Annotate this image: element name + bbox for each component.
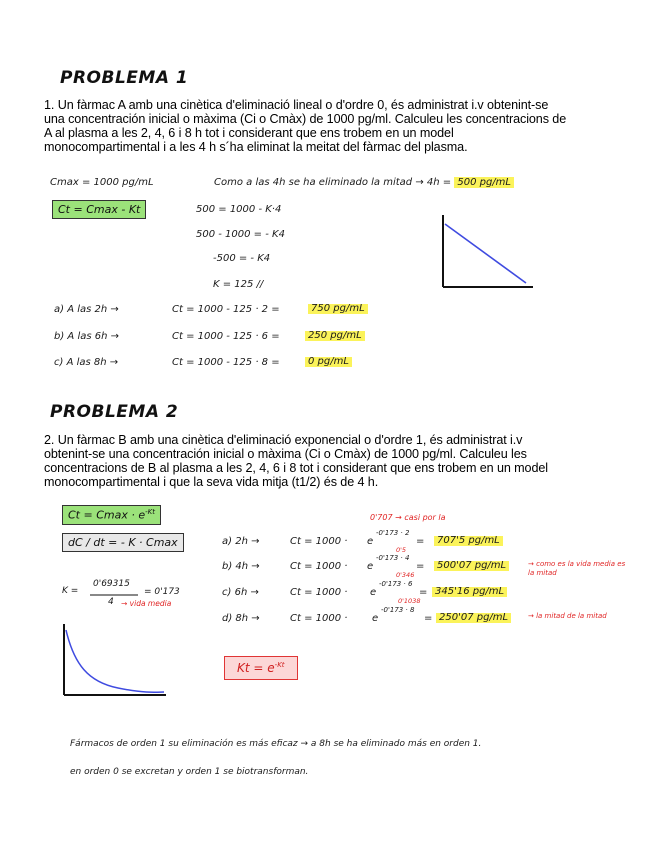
equals-sign: = [416,561,425,572]
exponential-decay-graph [58,620,170,702]
statement-line: 2. Un fàrmac B amb una cinètica d'eliminació exponencial o d'ordre 1, és administrat i.v [44,433,523,447]
k-numerator: 0'69315 [93,579,130,589]
p2-row-note: → la mitad de la mitad [528,612,607,620]
red-box-base: Kt = [237,661,264,675]
p1-row-result: 750 pg/mL [308,304,368,314]
zero-order-formula-box: Ct = Cmax - Kt [52,200,146,219]
p2-row-exponent: -0'173 · 2 [376,529,410,537]
p2-row-e: e [370,587,377,598]
p2-row-label: b) 4h → [222,561,260,572]
p2-row-expr: Ct = 1000 · [290,613,348,624]
p2-row-result: 707'5 pg/mL [434,536,503,546]
problem2-title: PROBLEMA 2 [50,402,179,422]
p1-row-expr: Ct = 1000 - 125 · 8 = [172,357,280,368]
p2-row-e: e [367,561,374,572]
p1-row-result: 250 pg/mL [305,331,365,341]
statement-line: una concentración inicial o màxima (Ci o Cmàx) de 1000 pg/ml. Calculeu les concentracions de [44,112,567,126]
p2-row-expr: Ct = 1000 · [290,587,348,598]
red-box-e: e [267,661,275,675]
box-formula-base: Ct = Cmax · e [68,508,146,522]
p1-row-label: b) A las 6h → [54,331,119,342]
k-value: = 0'173 [144,587,180,597]
p2-row-exponent: -0'173 · 8 [381,606,415,614]
statement-line: obtenint-se una concentración inicial o màxima (Ci o Cmàx) de 1000 pg/ml. Calculeu les [44,447,527,461]
fraction-bar [90,593,140,597]
derivation-step: 500 - 1000 = - K4 [196,229,285,240]
p1-row-result: 0 pg/mL [305,357,352,367]
statement-line: 1. Un fàrmac A amb una cinètica d'eliminació lineal o d'ordre 0, és administrat i.v obtenint-se [44,98,549,112]
p2-row-label: a) 2h → [222,536,260,547]
first-order-formula-box [62,505,161,525]
p2-row-result: 500'07 pg/mL [434,561,509,571]
p2-row-label: d) 8h → [222,613,260,624]
p1-row-label: c) A las 8h → [54,357,119,368]
half-life-note-value: 500 pg/mL [454,177,514,188]
p2-row-exponent: -0'173 · 4 [376,554,410,562]
problem1-title: PROBLEMA 1 [60,68,189,88]
box-formula-exponent: -Kt [145,508,155,516]
p2-row-result: 250'07 pg/mL [436,613,511,623]
k-result: K = 125 // [213,279,264,290]
p2-row-under: 0'1038 [398,597,421,605]
conclusion-line: en orden 0 se excretan y orden 1 se biotransforman. [70,767,309,777]
statement-line: concentracions de B al plasma a les 2, 4, 6 i 8 tot i considerant que ens trobem en un model [44,461,548,475]
p2-row-label: c) 6h → [222,587,259,598]
equals-sign: = [419,587,428,598]
statement-line: A al plasma a les 2, 4, 6 i 8 h tot i considerant que ens trobem en un model [44,126,454,140]
p2-row-expr: Ct = 1000 · [290,536,348,547]
conclusion-line: Fármacos de orden 1 su eliminación es más eficaz → a 8h se ha eliminado más en orden 1. [70,739,482,749]
statement-line: monocompartimental i que la seva vida mitja (t1/2) és de 4 h. [44,475,379,489]
half-life-note-lhs: 4h = [426,177,452,188]
equals-sign: = [416,536,425,547]
red-box-exponent: -Kt [274,661,285,669]
p2-row-note: → como es la vida media es la mitad [528,560,626,577]
half-life-note-text: Como a las 4h se ha eliminado la mitad → [214,177,424,188]
p1-row-expr: Ct = 1000 - 125 · 6 = [172,331,280,342]
problem2-statement [44,433,548,489]
k-denominator: 4 [108,597,114,607]
derivation-step: -500 = - K4 [213,253,271,264]
exponential-decay-curve [66,630,164,692]
p2-row-under: 0'5 [396,546,407,554]
p1-row-label: a) A las 2h → [54,304,119,315]
k-label: K = [62,586,79,596]
k-annotation: → vida media [121,599,172,608]
p2-row-exponent: -0'173 · 6 [379,580,413,588]
p2-row-under: 0'346 [396,571,415,579]
equals-sign: = [424,613,433,624]
p2-row-expr: Ct = 1000 · [290,561,348,572]
problem1-statement [44,98,566,154]
p2-row-e: e [367,536,374,547]
statement-line: monocompartimental i a les 4 h s´ha eliminat la meitat del fàrmac del plasma. [44,140,468,154]
red-top-annotation: 0'707 → casi por la [370,513,446,522]
derivation-step: 500 = 1000 - K·4 [196,204,282,215]
linear-decay-graph [436,210,536,290]
cmax-value: Cmax = 1000 pg/mL [50,177,154,188]
half-life-note [214,178,514,188]
p1-row-expr: Ct = 1000 - 125 · 2 = [172,304,280,315]
p2-row-e: e [372,613,379,624]
kt-red-box [224,656,298,680]
p2-row-result: 345'16 pg/mL [432,587,507,597]
linear-decay-line [445,224,526,283]
rate-equation-box: dC / dt = - K · Cmax [62,533,184,552]
